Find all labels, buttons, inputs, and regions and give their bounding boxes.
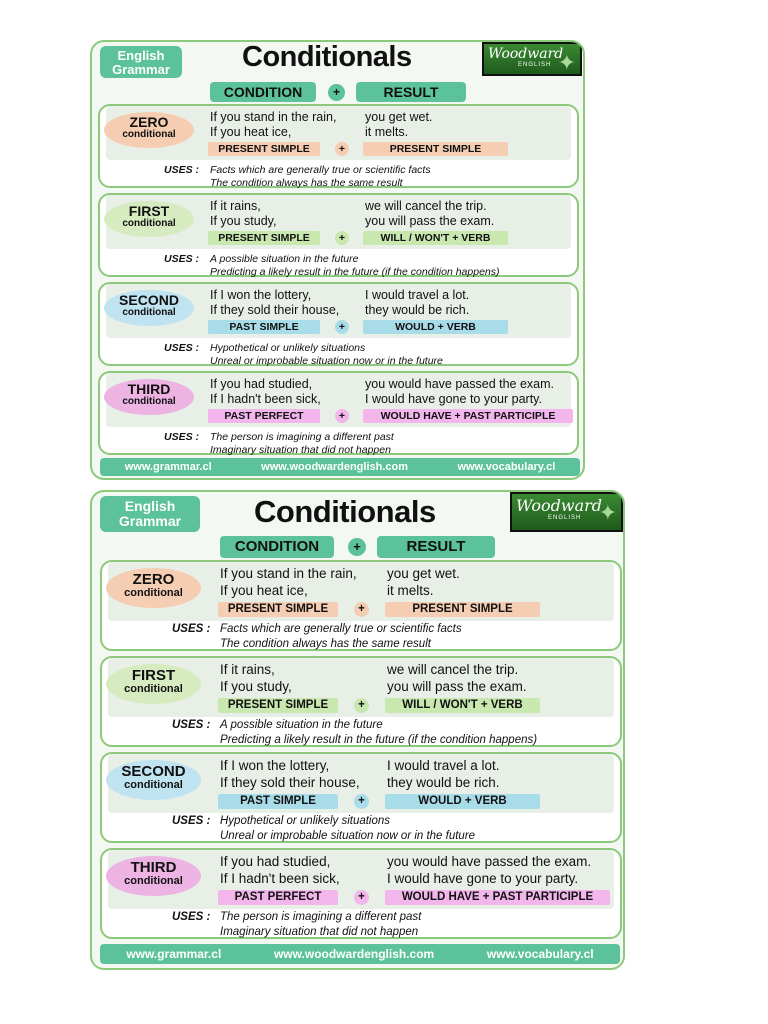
result-example-2: I would have gone to your party. bbox=[365, 392, 542, 406]
uses-label: USES : bbox=[172, 815, 211, 827]
result-example-1: I would travel a lot. bbox=[365, 288, 470, 302]
logo-sub: ENGLISH bbox=[518, 62, 552, 68]
uses-label: USES : bbox=[164, 342, 200, 354]
result-example-2: they would be rich. bbox=[365, 303, 470, 317]
uses-line-2: The condition always has the same result bbox=[210, 177, 403, 189]
result-example-1: you would have passed the exam. bbox=[387, 854, 592, 869]
condition-example-1: If I won the lottery, bbox=[210, 288, 312, 302]
footer-link-woodward[interactable]: www.woodwardenglish.com bbox=[273, 947, 435, 961]
section-zero bbox=[100, 560, 622, 651]
result-example-1: we will cancel the trip. bbox=[387, 662, 519, 677]
badge-line-2: Grammar bbox=[118, 512, 182, 529]
conditional-type: ZERO bbox=[132, 571, 175, 588]
conditional-label-oval bbox=[104, 112, 194, 148]
footer-link-woodward[interactable]: www.woodwardenglish.com bbox=[261, 461, 409, 473]
english-grammar-badge bbox=[100, 496, 200, 532]
section-third bbox=[100, 848, 622, 939]
result-example-2: you will pass the exam. bbox=[387, 679, 527, 694]
condition-example-2: If you heat ice, bbox=[220, 583, 308, 598]
section-zero bbox=[98, 104, 579, 188]
conditionals-chart-2 bbox=[90, 490, 625, 970]
logo-name: Woodward bbox=[488, 46, 564, 62]
uses-label: USES : bbox=[164, 253, 200, 265]
condition-header: CONDITION bbox=[210, 82, 316, 102]
footer-links bbox=[100, 944, 620, 964]
condition-tense-pill: PRESENT SIMPLE bbox=[208, 142, 320, 156]
conditional-label-oval bbox=[104, 379, 194, 415]
condition-example-1: If you stand in the rain, bbox=[210, 110, 337, 124]
section-second bbox=[98, 282, 579, 366]
condition-example-2: If they sold their house, bbox=[210, 303, 340, 317]
condition-example-1: If it rains, bbox=[220, 662, 275, 677]
uses-label: USES : bbox=[172, 719, 211, 731]
condition-example-1: If you stand in the rain, bbox=[220, 566, 357, 581]
uses-label: USES : bbox=[164, 431, 200, 443]
plus-icon: + bbox=[354, 890, 369, 905]
uses-label: USES : bbox=[172, 623, 211, 635]
result-example-1: you get wet. bbox=[365, 110, 433, 124]
uses-label: USES : bbox=[172, 911, 211, 923]
plus-icon: + bbox=[354, 602, 369, 617]
plus-icon: + bbox=[335, 320, 349, 334]
woodward-logo bbox=[482, 42, 582, 76]
conditionals-chart-1 bbox=[90, 40, 585, 480]
footer-link-vocabulary[interactable]: www.vocabulary.cl bbox=[457, 461, 556, 473]
conditional-label-oval bbox=[106, 664, 201, 704]
header-plus-icon: + bbox=[328, 84, 345, 101]
result-example-1: I would travel a lot. bbox=[387, 758, 500, 773]
conditional-type: SECOND bbox=[121, 763, 186, 780]
result-example-2: you will pass the exam. bbox=[365, 214, 495, 228]
condition-example-2: If you heat ice, bbox=[210, 125, 292, 139]
result-header: RESULT bbox=[356, 82, 466, 102]
plus-icon: + bbox=[335, 409, 349, 423]
uses-line-1: The person is imagining a different past bbox=[210, 431, 394, 443]
condition-example-1: If you had studied, bbox=[220, 854, 331, 869]
result-tense-pill: WILL / WON'T + VERB bbox=[385, 698, 540, 713]
logo-sub: ENGLISH bbox=[548, 515, 582, 521]
fern-icon: ✦ bbox=[557, 50, 576, 75]
footer-link-vocabulary[interactable]: www.vocabulary.cl bbox=[486, 947, 594, 961]
result-example-1: you get wet. bbox=[387, 566, 460, 581]
result-tense-pill: PRESENT SIMPLE bbox=[363, 142, 508, 156]
result-example-1: we will cancel the trip. bbox=[365, 199, 487, 213]
result-tense-pill: WOULD + VERB bbox=[385, 794, 540, 809]
plus-icon: + bbox=[354, 794, 369, 809]
uses-label: USES : bbox=[164, 164, 200, 176]
uses-line-2: Unreal or improbable situation now or in the future bbox=[220, 830, 476, 842]
conditional-word: conditional bbox=[122, 306, 176, 318]
logo-name: Woodward bbox=[516, 496, 602, 515]
result-example-2: it melts. bbox=[387, 583, 434, 598]
result-example-1: you would have passed the exam. bbox=[365, 377, 555, 391]
result-example-2: I would have gone to your party. bbox=[387, 871, 579, 886]
condition-tense-pill: PAST PERFECT bbox=[208, 409, 320, 423]
header-plus-icon: + bbox=[348, 538, 366, 556]
condition-example-2: If I hadn't been sick, bbox=[210, 392, 321, 406]
footer-links bbox=[100, 458, 580, 476]
result-tense-pill: WOULD HAVE + PAST PARTICIPLE bbox=[385, 890, 610, 905]
section-second bbox=[100, 752, 622, 843]
result-example-2: they would be rich. bbox=[387, 775, 500, 790]
page-title: Conditionals bbox=[242, 41, 412, 73]
condition-tense-pill: PAST SIMPLE bbox=[208, 320, 320, 334]
conditional-word: conditional bbox=[122, 217, 176, 229]
conditional-label-oval bbox=[106, 568, 201, 608]
uses-line-1: A possible situation in the future bbox=[220, 719, 383, 731]
plus-icon: + bbox=[335, 142, 349, 156]
section-third bbox=[98, 371, 579, 455]
uses-line-1: A possible situation in the future bbox=[210, 253, 359, 265]
english-grammar-badge bbox=[100, 46, 182, 78]
uses-line-1: Hypothetical or unlikely situations bbox=[210, 342, 366, 354]
result-tense-pill: WOULD HAVE + PAST PARTICIPLE bbox=[363, 409, 573, 423]
conditional-type: ZERO bbox=[129, 114, 169, 130]
conditional-type: SECOND bbox=[119, 292, 179, 308]
conditional-label-oval bbox=[104, 290, 194, 326]
section-first bbox=[100, 656, 622, 747]
footer-link-grammar[interactable]: www.grammar.cl bbox=[124, 461, 212, 473]
result-tense-pill: WOULD + VERB bbox=[363, 320, 508, 334]
condition-example-1: If it rains, bbox=[210, 199, 261, 213]
uses-line-2: Imaginary situation that did not happen bbox=[220, 926, 419, 938]
plus-icon: + bbox=[335, 231, 349, 245]
badge-line-1: English bbox=[117, 48, 165, 63]
condition-example-2: If you study, bbox=[210, 214, 277, 228]
uses-line-2: Imaginary situation that did not happen bbox=[210, 444, 391, 456]
uses-line-2: Predicting a likely result in the future (if the condition happens) bbox=[210, 266, 500, 278]
condition-tense-pill: PRESENT SIMPLE bbox=[208, 231, 320, 245]
conditional-type: FIRST bbox=[128, 203, 170, 219]
uses-line-2: Predicting a likely result in the future (if the condition happens) bbox=[220, 734, 538, 746]
condition-tense-pill: PAST SIMPLE bbox=[218, 794, 338, 809]
condition-example-2: If you study, bbox=[220, 679, 292, 694]
condition-example-2: If I hadn't been sick, bbox=[220, 871, 340, 886]
uses-line-1: The person is imagining a different past bbox=[220, 911, 422, 923]
conditional-label-oval bbox=[104, 201, 194, 237]
conditional-word: conditional bbox=[122, 128, 176, 140]
result-header: RESULT bbox=[377, 536, 495, 558]
badge-line-2: Grammar bbox=[112, 61, 170, 77]
condition-tense-pill: PRESENT SIMPLE bbox=[218, 602, 338, 617]
uses-line-1: Facts which are generally true or scientific facts bbox=[220, 623, 462, 635]
condition-header: CONDITION bbox=[220, 536, 334, 558]
uses-line-1: Facts which are generally true or scientific facts bbox=[210, 164, 431, 176]
conditional-label-oval bbox=[106, 760, 201, 800]
conditional-word: conditional bbox=[124, 874, 183, 887]
footer-link-grammar[interactable]: www.grammar.cl bbox=[126, 947, 222, 961]
result-example-2: it melts. bbox=[365, 125, 409, 139]
conditional-label-oval bbox=[106, 856, 201, 896]
condition-example-2: If they sold their house, bbox=[220, 775, 360, 790]
page-title: Conditionals bbox=[254, 494, 436, 529]
conditional-word: conditional bbox=[124, 586, 183, 599]
conditional-word: conditional bbox=[122, 395, 176, 407]
condition-example-1: If you had studied, bbox=[210, 377, 313, 391]
conditional-type: FIRST bbox=[131, 667, 176, 684]
section-first bbox=[98, 193, 579, 277]
plus-icon: + bbox=[354, 698, 369, 713]
condition-tense-pill: PRESENT SIMPLE bbox=[218, 698, 338, 713]
result-tense-pill: WILL / WON'T + VERB bbox=[363, 231, 508, 245]
conditional-word: conditional bbox=[124, 778, 183, 791]
condition-tense-pill: PAST PERFECT bbox=[218, 890, 338, 905]
result-tense-pill: PRESENT SIMPLE bbox=[385, 602, 540, 617]
conditional-type: THIRD bbox=[130, 859, 177, 876]
conditional-word: conditional bbox=[124, 682, 183, 695]
badge-line-1: English bbox=[124, 498, 176, 514]
uses-line-2: The condition always has the same result bbox=[220, 638, 431, 650]
uses-line-2: Unreal or improbable situation now or in the future bbox=[210, 355, 443, 367]
condition-example-1: If I won the lottery, bbox=[220, 758, 330, 773]
conditional-type: THIRD bbox=[127, 381, 171, 397]
woodward-logo bbox=[510, 492, 623, 532]
uses-line-1: Hypothetical or unlikely situations bbox=[220, 815, 391, 827]
fern-icon: ✦ bbox=[598, 500, 617, 525]
